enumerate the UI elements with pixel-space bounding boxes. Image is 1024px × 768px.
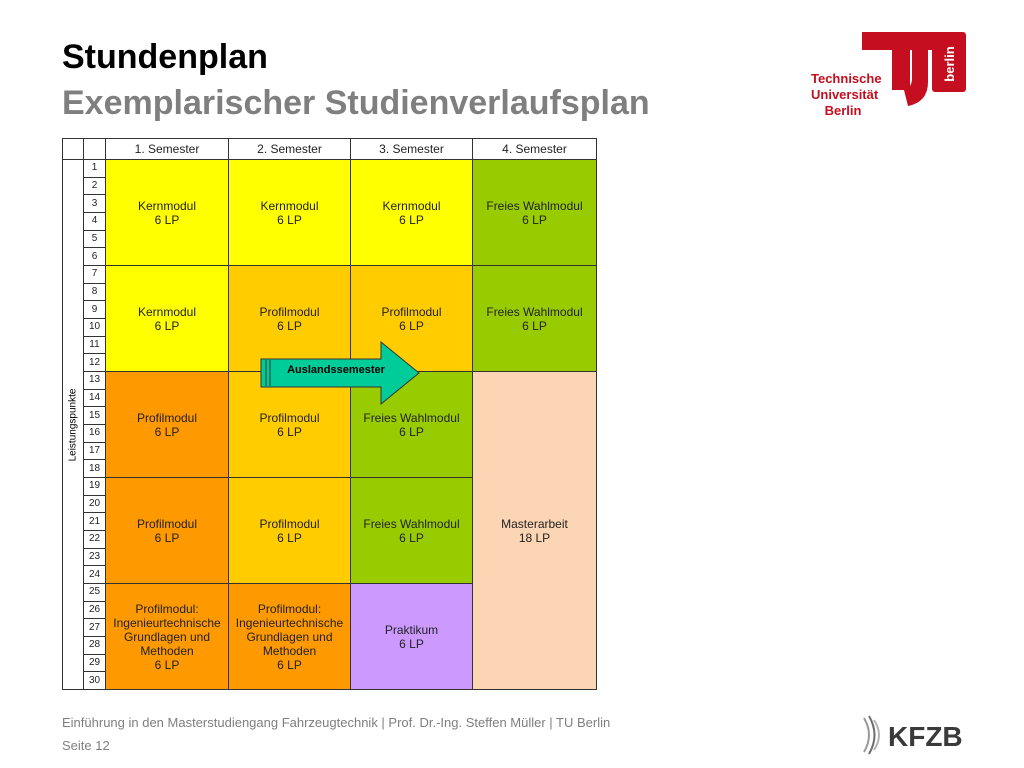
page-title: Stundenplan [62,38,268,76]
module-lp: 6 LP [399,318,424,333]
module-name: Kernmodul [382,198,441,213]
point-number: 29 [84,655,106,673]
point-number: 6 [84,248,106,266]
point-number: 12 [84,354,106,372]
module-name: Freies Wahlmodul [363,516,460,531]
module-lp: 6 LP [277,318,302,333]
module-name: Profilmodul [259,304,320,319]
point-number: 13 [84,372,106,390]
module-name: Kernmodul [260,198,319,213]
semester-header: 1. Semester [106,138,229,160]
module-lp: 6 LP [277,657,302,672]
module-lp: 6 LP [154,657,180,672]
module-name: Profilmodul: Ingenieurtechnische Grundlagen und Methoden [235,601,344,658]
module-name: Profilmodul [381,304,442,319]
module-cell [106,584,229,690]
point-number: 19 [84,478,106,496]
point-number: 4 [84,213,106,231]
page-number: Seite 12 [62,738,110,753]
header-corner-cell [62,138,84,160]
point-number: 15 [84,407,106,425]
point-number: 20 [84,496,106,514]
point-number: 2 [84,178,106,196]
module-name: Praktikum [384,622,439,637]
point-number: 10 [84,319,106,337]
module-name: Kernmodul [137,198,197,213]
page-subtitle: Exemplarischer Studienverlaufsplan [62,84,650,122]
module-lp: 6 LP [277,424,302,439]
module-lp: 6 LP [399,636,424,651]
module-name: Profilmodul: Ingenieurtechnische Grundlagen und Methoden [113,601,221,658]
point-number: 23 [84,549,106,567]
module-cell [106,372,229,478]
module-lp: 6 LP [399,424,424,439]
module-name: Profilmodul [259,410,320,425]
module-cell [351,160,473,266]
module-lp: 6 LP [277,212,302,227]
module-name: Profilmodul [136,516,198,531]
module-name: Freies Wahlmodul [486,198,583,213]
axis-label: Leistungspunkte [67,388,79,461]
module-name: Freies Wahlmodul [363,410,460,425]
point-number: 24 [84,566,106,584]
point-number: 9 [84,301,106,319]
module-cell [473,372,597,690]
module-name: Freies Wahlmodul [486,304,583,319]
module-name: Masterarbeit [501,516,568,531]
footer-text: Einführung in den Masterstudiengang Fahrzeugtechnik | Prof. Dr.-Ing. Steffen Müller | TU Berlin [62,715,611,730]
module-name: Profilmodul [259,516,320,531]
module-lp: 6 LP [154,424,180,439]
study-plan-table [62,138,597,690]
tu-logo-line2: Universität [811,87,879,102]
point-number: 18 [84,460,106,478]
kfzb-logo-icon [858,712,968,758]
arrow-label: Auslandssemester [287,364,385,376]
semester-header: 3. Semester [351,138,473,160]
kfzb-brand-text: KFZB [888,721,963,752]
point-number: 5 [84,231,106,249]
axis-label-cell [62,160,84,690]
tu-badge-text: berlin [942,46,957,82]
module-cell [229,584,351,690]
module-lp: 6 LP [154,530,180,545]
point-number: 17 [84,443,106,461]
point-number: 11 [84,337,106,355]
point-number: 14 [84,390,106,408]
module-cell [106,160,229,266]
tu-logo-line1: Technische [811,71,882,86]
tu-logo-line3: Berlin [824,103,862,118]
module-lp: 6 LP [399,212,424,227]
module-name: Kernmodul [137,304,197,319]
tu-logo-text [811,71,882,119]
module-cell [473,160,597,266]
module-name: Profilmodul [136,410,198,425]
module-cell [106,266,229,372]
module-lp: 6 LP [522,212,547,227]
point-number: 26 [84,602,106,620]
point-number: 30 [84,672,106,690]
header-corner-cell [84,138,106,160]
point-number: 3 [84,195,106,213]
module-cell [473,266,597,372]
module-cell [351,478,473,584]
semester-header: 2. Semester [229,138,351,160]
semester-header: 4. Semester [473,138,597,160]
module-cell [229,160,351,266]
point-number: 22 [84,531,106,549]
module-lp: 18 LP [518,530,551,545]
module-lp: 6 LP [277,530,302,545]
point-number: 16 [84,425,106,443]
module-lp: 6 LP [399,530,424,545]
point-number: 27 [84,619,106,637]
module-lp: 6 LP [154,318,180,333]
module-cell [229,478,351,584]
point-number: 1 [84,160,106,178]
module-cell [106,478,229,584]
module-lp: 6 LP [154,212,180,227]
point-number: 8 [84,284,106,302]
point-number: 7 [84,266,106,284]
module-cell [351,584,473,690]
module-lp: 6 LP [522,318,547,333]
point-number: 28 [84,637,106,655]
point-number: 25 [84,584,106,602]
point-number: 21 [84,513,106,531]
